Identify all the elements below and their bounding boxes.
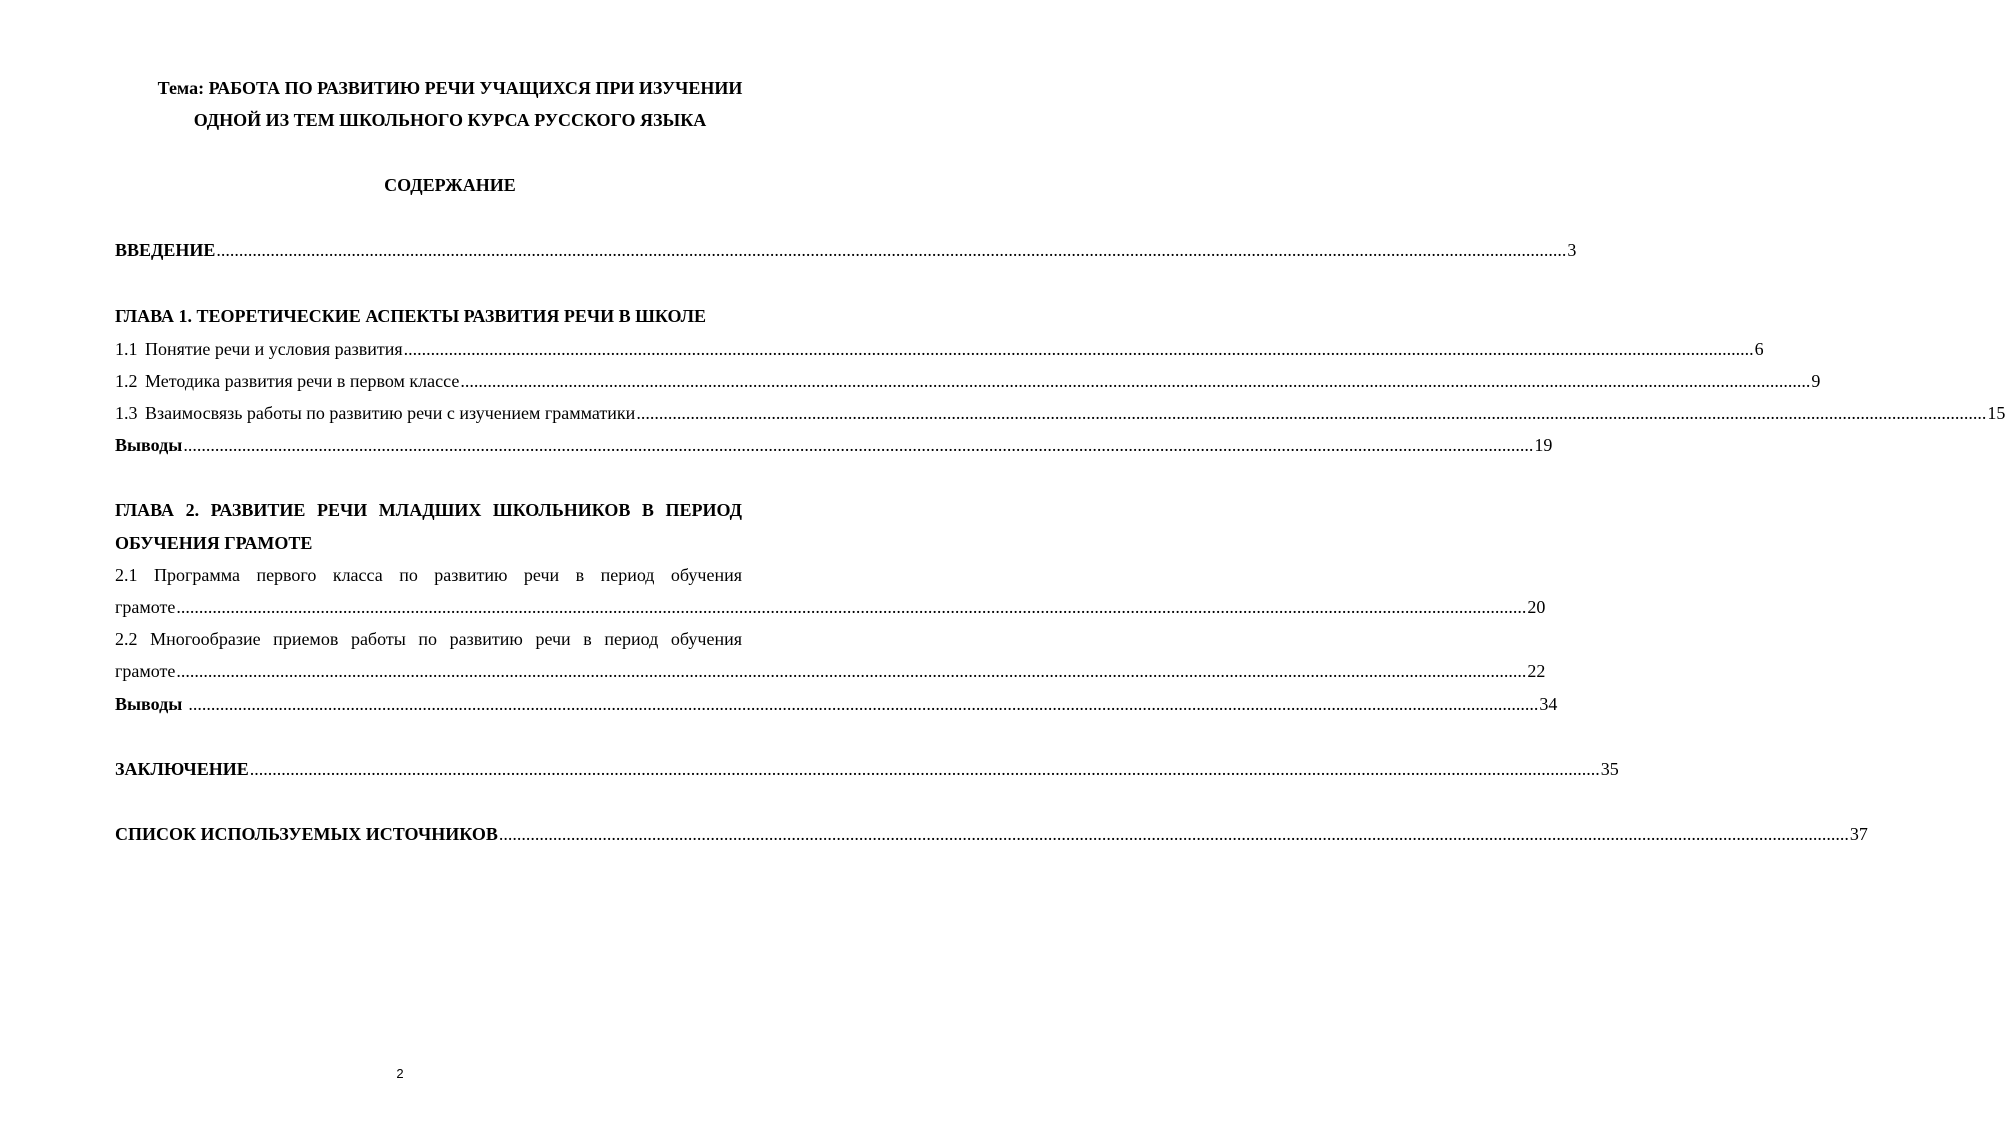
toc-page-number: 15 <box>1987 403 2005 423</box>
leader-dots: ............................................................................................................................................................................................................................................................................................................ <box>460 371 1811 391</box>
toc-entry-label: Взаимосвязь работы по развитию речи с изучением грамматики <box>145 403 636 423</box>
toc-entry-number: 1.1 <box>115 339 138 359</box>
toc-page-number: 35 <box>1600 759 1619 779</box>
chapter-2-title-line-2[interactable]: ОБУЧЕНИЯ ГРАМОТЕ <box>115 533 313 553</box>
toc-entry-2-2-line-1[interactable]: 2.2 Многообразие приемов работы по развитию речи в период обучения <box>115 629 742 649</box>
toc-entry-label: СПИСОК ИСПОЛЬЗУЕМЫХ ИСТОЧНИКОВ <box>115 824 498 844</box>
toc-entry-1-2[interactable] <box>115 369 1821 393</box>
toc-entry-label: грамоте <box>115 597 176 617</box>
toc-entry-ch2-conclusions[interactable] <box>115 692 1558 716</box>
toc-page-number: 20 <box>1527 597 1546 617</box>
chapter-1-title[interactable]: ГЛАВА 1. ТЕОРЕТИЧЕСКИЕ АСПЕКТЫ РАЗВИТИЯ РЕЧИ В ШКОЛЕ <box>115 306 707 326</box>
toc-entry-2-2-line-2[interactable] <box>115 659 1546 683</box>
toc-entry-label: Методика развития речи в первом классе <box>145 371 460 391</box>
document-title <box>100 72 800 136</box>
leader-dots: ............................................................................................................................................................................................................................................................................................................ <box>176 597 1527 617</box>
toc-entry-label: грамоте <box>115 661 176 681</box>
toc-entry-number: 1.3 <box>115 403 138 423</box>
contents-heading: СОДЕРЖАНИЕ <box>384 175 516 195</box>
toc-page-number: 34 <box>1539 694 1558 714</box>
chapter-2-title-line-1[interactable]: ГЛАВА 2. РАЗВИТИЕ РЕЧИ МЛАДШИХ ШКОЛЬНИКОВ В ПЕРИОД <box>115 500 742 520</box>
toc-page-number: 37 <box>1849 824 1868 844</box>
leader-dots: ............................................................................................................................................................................................................................................................................................................ <box>498 824 1849 844</box>
leader-dots: ............................................................................................................................................................................................................................................................................................................ <box>636 403 1987 423</box>
toc-page-number: 22 <box>1527 661 1546 681</box>
toc-entry-label: Понятие речи и условия развития <box>145 339 403 359</box>
leader-dots: ............................................................................................................................................................................................................................................................................................................ <box>183 435 1534 455</box>
toc-entry-label: Выводы <box>115 435 183 455</box>
toc-entry-2-1-line-1[interactable]: 2.1 Программа первого класса по развитию речи в период обучения <box>115 565 742 585</box>
toc-entry-ch1-conclusions[interactable] <box>115 433 1553 457</box>
title-line-2: ОДНОЙ ИЗ ТЕМ ШКОЛЬНОГО КУРСА РУССКОГО ЯЗЫКА <box>193 110 707 130</box>
title-line-1: Тема: РАБОТА ПО РАЗВИТИЮ РЕЧИ УЧАЩИХСЯ ПРИ ИЗУЧЕНИИ <box>157 78 743 98</box>
leader-dots: ............................................................................................................................................................................................................................................................................................................ <box>188 694 1539 714</box>
page-number: 2 <box>396 1066 404 1081</box>
toc-entry-1-1[interactable] <box>115 337 1764 361</box>
toc-page-number: 9 <box>1811 371 1821 391</box>
toc-entry-number: 1.2 <box>115 371 138 391</box>
toc-page-number: 19 <box>1534 435 1553 455</box>
toc-entry-label: ЗАКЛЮЧЕНИЕ <box>115 759 249 779</box>
toc-page-number: 6 <box>1754 339 1764 359</box>
toc-entry-conclusion[interactable] <box>115 757 1619 781</box>
toc-entry-2-1-line-2[interactable] <box>115 595 1546 619</box>
leader-dots: ............................................................................................................................................................................................................................................................................................................ <box>216 240 1567 260</box>
toc-entry-label: ВВЕДЕНИЕ <box>115 240 216 260</box>
toc-entry-sources[interactable] <box>115 822 1868 846</box>
toc-entry-intro[interactable] <box>115 238 1577 262</box>
leader-dots: ............................................................................................................................................................................................................................................................................................................ <box>176 661 1527 681</box>
toc-entry-label: Выводы <box>115 694 183 714</box>
toc-entry-1-3[interactable] <box>115 401 2005 425</box>
leader-dots: ............................................................................................................................................................................................................................................................................................................ <box>403 339 1754 359</box>
toc-page-number: 3 <box>1567 240 1577 260</box>
leader-dots: ............................................................................................................................................................................................................................................................................................................ <box>249 759 1600 779</box>
